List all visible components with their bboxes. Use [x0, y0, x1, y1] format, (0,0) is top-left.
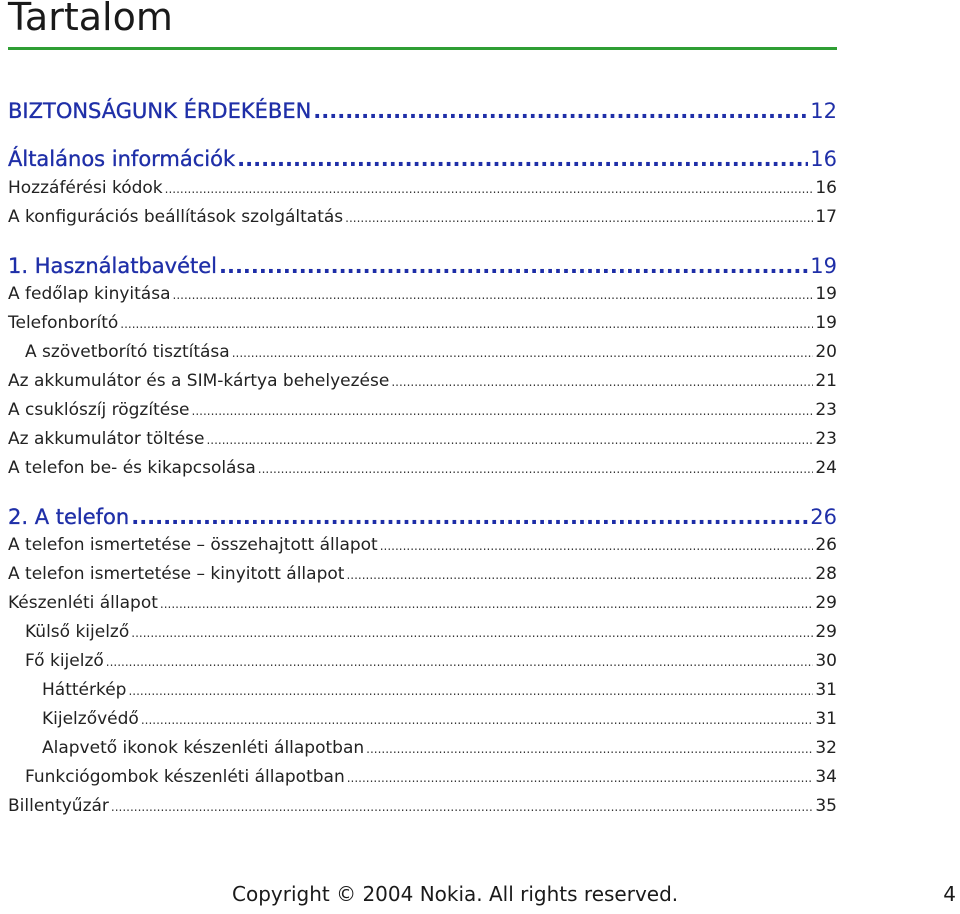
toc-entry-label: Külső kijelző [25, 622, 130, 642]
toc-entry-label: A fedőlap kinyitása [8, 284, 171, 304]
toc-entry-label: 1. Használatbavétel [8, 254, 217, 278]
toc-entry-label: A szövetborító tisztítása [25, 342, 230, 362]
toc-entry-page: 31 [815, 680, 837, 700]
toc-entry[interactable] [8, 400, 837, 420]
toc-entry-label: Hozzáférési kódok [8, 178, 163, 198]
toc-dot-leader [165, 182, 814, 196]
toc-entry-label: A konfigurációs beállítások szolgáltatás [8, 207, 344, 227]
toc-entry[interactable] [8, 284, 837, 304]
toc-dot-leader [120, 317, 813, 331]
toc-entry[interactable] [8, 207, 837, 227]
toc-dot-leader [346, 568, 813, 582]
toc-entry-page: 21 [815, 371, 837, 391]
toc-entry-label: Alapvető ikonok készenléti állapotban [42, 738, 365, 758]
toc-entry[interactable] [8, 429, 837, 449]
toc-entry-label: A telefon ismertetése – összehajtott állapot [8, 535, 378, 555]
toc-entry-page: 16 [815, 178, 837, 198]
toc-entry-page: 12 [810, 99, 837, 123]
toc-entry[interactable] [8, 505, 837, 529]
toc-entry[interactable] [8, 680, 837, 700]
toc-entry[interactable] [8, 254, 837, 278]
footer-copyright: Copyright © 2004 Nokia. All rights reserved. [232, 882, 679, 906]
title-divider [8, 47, 837, 50]
toc-entry-page: 35 [815, 796, 837, 816]
toc-dot-leader [128, 684, 813, 698]
toc-entry[interactable] [8, 593, 837, 613]
toc-dot-leader [106, 655, 814, 669]
toc-entry[interactable] [8, 535, 837, 555]
toc-entry-page: 26 [815, 535, 837, 555]
toc-dot-leader [345, 211, 813, 225]
toc-dot-leader [160, 597, 813, 611]
toc-entry-page: 23 [815, 400, 837, 420]
toc-dot-leader [237, 147, 808, 171]
toc-entry-label: Az akkumulátor töltése [8, 429, 205, 449]
toc-dot-leader [206, 433, 813, 447]
toc-dot-leader [258, 462, 814, 476]
toc-entry[interactable] [8, 738, 837, 758]
toc-entry-label: Általános információk [8, 147, 236, 171]
toc-entry-page: 20 [815, 342, 837, 362]
toc-dot-leader [313, 99, 808, 123]
toc-entry[interactable] [8, 178, 837, 198]
toc-dot-leader [141, 713, 814, 727]
toc-entry-page: 28 [815, 564, 837, 584]
toc-entry-page: 16 [810, 147, 837, 171]
toc-entry-label: Kijelzővédő [42, 709, 139, 729]
toc-dot-leader [380, 539, 814, 553]
toc-entry[interactable] [8, 709, 837, 729]
toc-entry-page: 29 [815, 593, 837, 613]
toc-entry-page: 32 [815, 738, 837, 758]
toc-entry[interactable] [8, 99, 837, 123]
toc-entry-label: 2. A telefon [8, 505, 130, 529]
toc-dot-leader [192, 404, 814, 418]
toc-dot-leader [366, 742, 813, 756]
toc-entry-page: 23 [815, 429, 837, 449]
toc-entry[interactable] [8, 767, 837, 787]
toc-entry[interactable] [8, 342, 837, 362]
toc-entry[interactable] [8, 371, 837, 391]
toc-dot-leader [131, 505, 808, 529]
toc-entry[interactable] [8, 622, 837, 642]
toc-entry-label: BIZTONSÁGUNK ÉRDEKÉBEN [8, 99, 312, 123]
toc-entry-label: Billentyűzár [8, 796, 109, 816]
toc-entry-label: Készenléti állapot [8, 593, 158, 613]
toc-dot-leader [219, 254, 808, 278]
toc-entry-page: 17 [815, 207, 837, 227]
toc-entry-page: 30 [815, 651, 837, 671]
toc-entry-label: Háttérkép [42, 680, 127, 700]
toc-entry-label: Az akkumulátor és a SIM-kártya behelyezése [8, 371, 390, 391]
toc-entry-label: Funkciógombok készenléti állapotban [25, 767, 345, 787]
toc-entry-page: 19 [810, 254, 837, 278]
toc-entry-page: 34 [815, 767, 837, 787]
toc-entry-page: 19 [815, 313, 837, 333]
toc-entry-label: Telefonborító [8, 313, 119, 333]
toc-dot-leader [347, 771, 814, 785]
toc-dot-leader [131, 626, 813, 640]
toc-entry[interactable] [8, 651, 837, 671]
toc-entry-page: 26 [810, 505, 837, 529]
toc-entry-label: A telefon ismertetése – kinyitott állapot [8, 564, 345, 584]
toc-dot-leader [391, 375, 813, 389]
footer-page-number: 4 [943, 882, 956, 906]
toc-entry-page: 31 [815, 709, 837, 729]
toc-entry[interactable] [8, 458, 837, 478]
toc-entry[interactable] [8, 147, 837, 171]
toc-entry-label: A telefon be- és kikapcsolása [8, 458, 256, 478]
toc-dot-leader [111, 800, 813, 814]
toc-dot-leader [173, 288, 814, 302]
toc-dot-leader [232, 346, 814, 360]
toc-entry-label: Fő kijelző [25, 651, 104, 671]
toc-entry-page: 29 [815, 622, 837, 642]
toc-entry-page: 24 [815, 458, 837, 478]
toc-entry[interactable] [8, 796, 837, 816]
toc-entry[interactable] [8, 313, 837, 333]
toc-entry-page: 19 [815, 284, 837, 304]
toc-entry[interactable] [8, 564, 837, 584]
page-title: Tartalom [8, 0, 173, 39]
toc-entry-label: A csuklószíj rögzítése [8, 400, 190, 420]
